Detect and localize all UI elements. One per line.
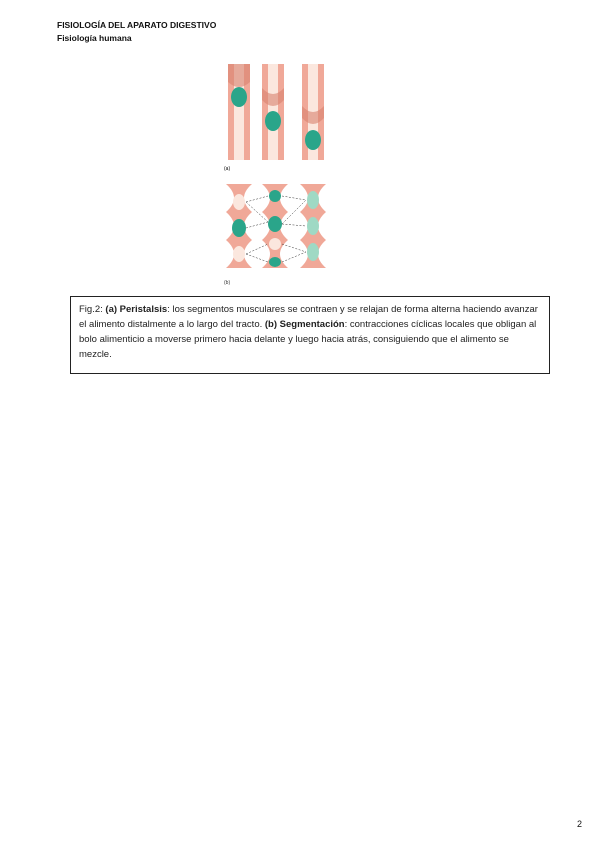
caption-b-tag: (b) Segmentación	[264, 319, 345, 330]
panel-b-label: (b)	[224, 280, 231, 286]
panel-a-label: (a)	[224, 166, 231, 172]
peristalsis-tube-2	[262, 64, 284, 160]
segmentation-tube-1	[226, 184, 252, 268]
peristalsis-tube-3	[302, 64, 324, 160]
page-number: 2	[577, 819, 583, 829]
document-header	[57, 19, 216, 45]
document-subtitle: Fisiología humana	[57, 33, 132, 43]
peristalsis-illustration	[222, 60, 342, 176]
peristalsis-tube-1	[228, 64, 250, 160]
document-title: FISIOLOGÍA DEL APARATO DIGESTIVO	[57, 20, 217, 30]
segmentation-tube-2	[262, 184, 288, 268]
caption-prefix: Fig.2:	[79, 304, 106, 315]
segmentation-illustration	[222, 180, 342, 290]
figure-caption	[70, 296, 550, 374]
caption-a-text: : los segmentos musculares se contraen y se relajan de forma alterna haciendo avanzar el alimento distalmente a lo largo del tracto.	[79, 304, 538, 330]
caption-a-tag: (a) Peristalsis	[105, 304, 168, 315]
caption-b-text: : contracciones cíclicas locales que obligan al bolo alimenticio a moverse primero hacia delante y luego hacia atrás, consiguiendo que el alimento se mezcle.	[79, 319, 537, 360]
